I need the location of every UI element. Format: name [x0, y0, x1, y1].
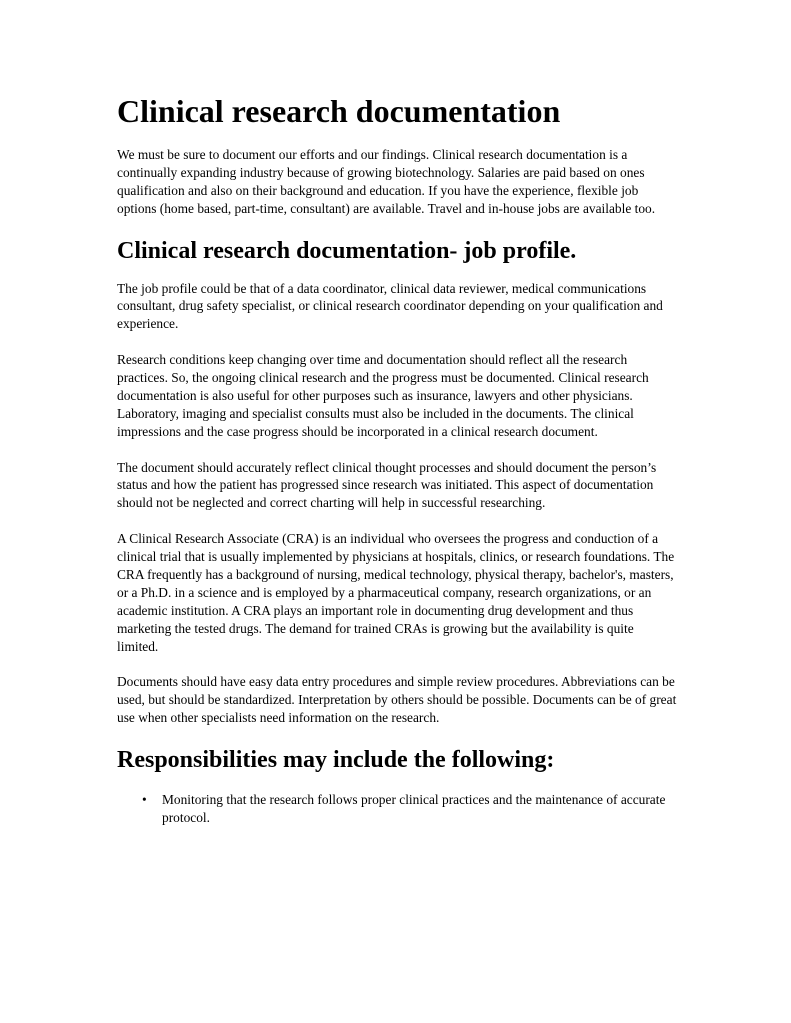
intro-paragraph: We must be sure to document our efforts and our findings. Clinical research documentation is a continually expanding industry because of growing biotechnology. Salaries are paid based on ones qualification and also on their background and education. If you have the experience, flexible job options (home based, part-time, consultant) are available. Travel and in-house jobs are available too. — [117, 147, 656, 216]
page-title: Clinical research documentation — [117, 93, 561, 129]
list-item-text: Monitoring that the research follows proper clinical practices and the maintenance of accurate protocol. — [162, 792, 666, 825]
paragraph-document-accuracy: The document should accurately reflect clinical thought processes and should document the person’s status and how the patient has progressed since research was initiated. This aspect of documentation should not be neglected and correct charting will help in successful researching. — [117, 459, 657, 511]
paragraph-research-conditions: Research conditions keep changing over time and documentation should reflect all the research practices. So, the ongoing clinical research and the progress must be documented. Clinical research documentation is also useful for other purposes such as insurance, lawyers and other physicians. Laboratory, imaging and specialist consults must also be included in the documents. The clinical impressions and the case progress should be incorporated in a clinical research document. — [117, 352, 649, 439]
paragraph-job-profile: The job profile could be that of a data coordinator, clinical data reviewer, medical communications consultant, drug safety specialist, or clinical research coordinator depending on your qualification and experience. — [117, 280, 663, 332]
paragraph-data-entry: Documents should have easy data entry procedures and simple review procedures. Abbreviations can be used, but should be standardized. Interpretation by others should be possible. Documents can be of great use when other specialists need information on the research. — [117, 674, 677, 726]
bullet-icon: • — [142, 792, 147, 807]
responsibilities-heading: Responsibilities may include the following: — [117, 747, 555, 773]
paragraph-cra: A Clinical Research Associate (CRA) is an individual who oversees the progress and conduction of a clinical trial that is usually implemented by physicians at hospitals, clinics, or research foundations. The CRA frequently has a background of nursing, medical technology, physical therapy, bachelor's, masters, or a Ph.D. in a science and is employed by a pharmaceutical company, research organizations, or an academic institution. A CRA plays an important role in documenting drug development and thus marketing the tested drugs. The demand for trained CRAs is growing but the availability is quite limited. — [117, 531, 675, 654]
job-profile-heading: Clinical research documentation- job profile. — [117, 237, 577, 264]
document-page — [117, 92, 677, 827]
responsibilities-list — [117, 791, 677, 827]
list-item — [117, 791, 677, 827]
